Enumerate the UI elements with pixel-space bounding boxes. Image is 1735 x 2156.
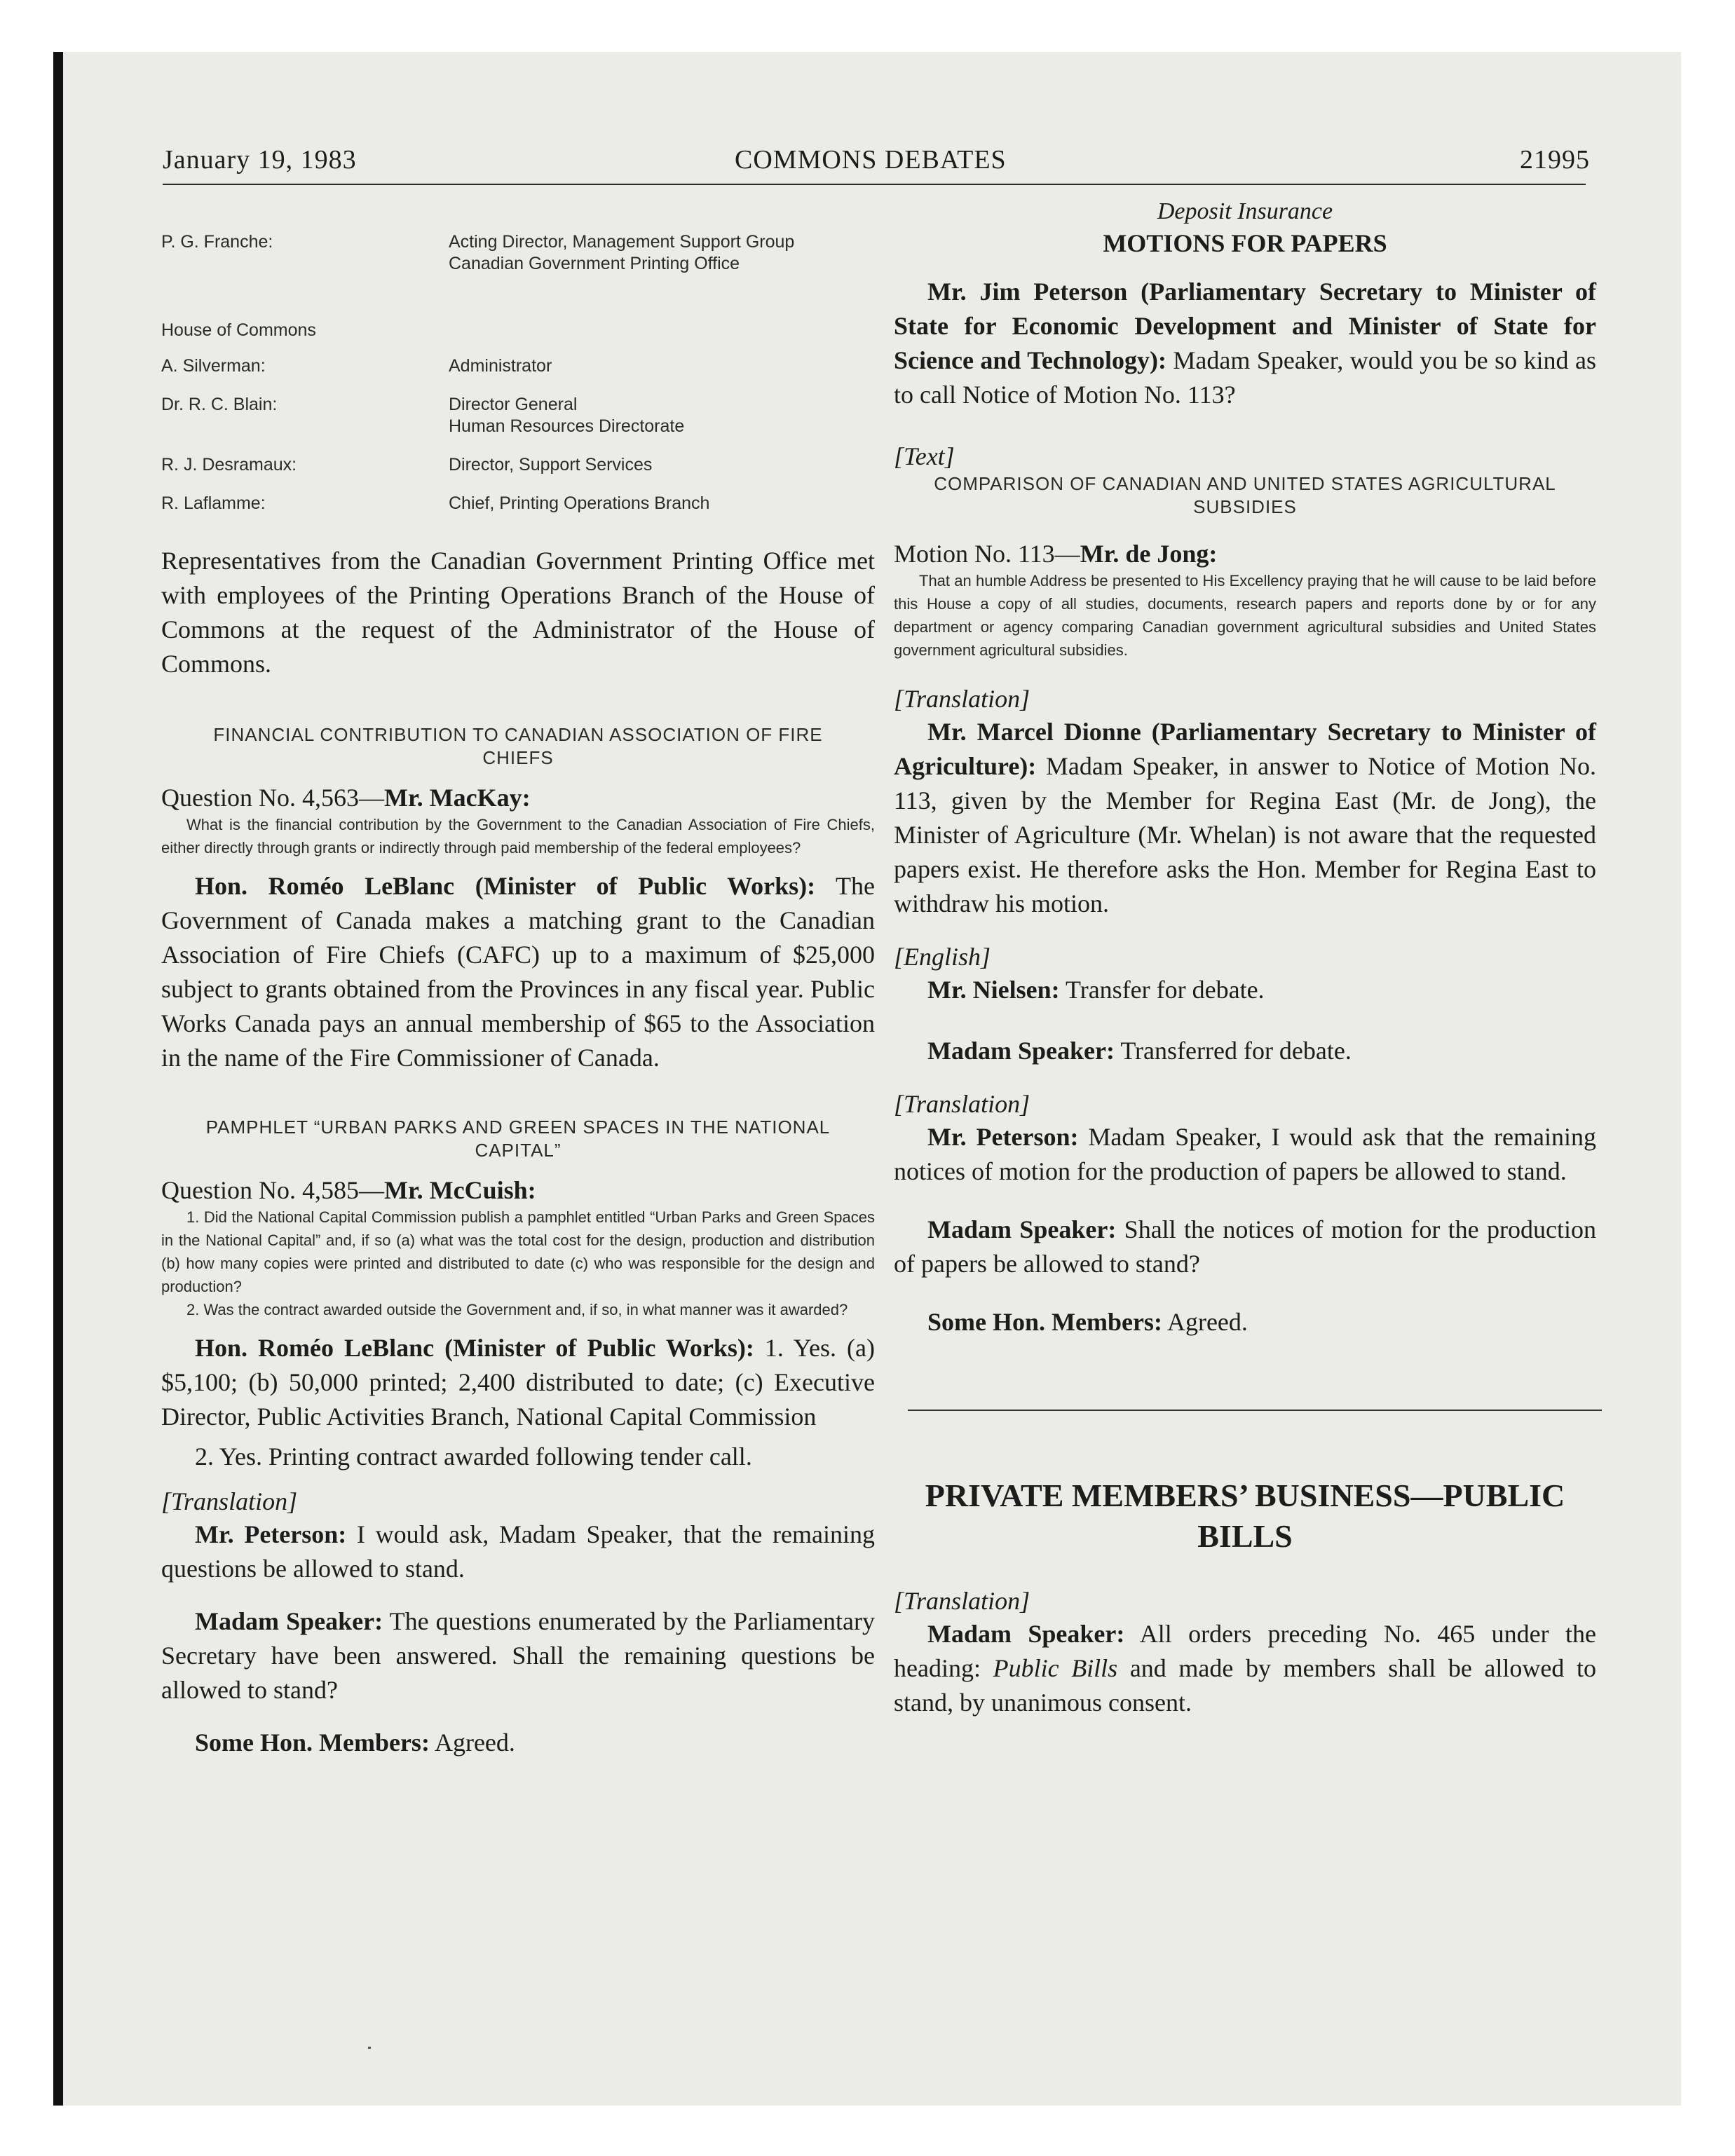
staff-name: Dr. R. C. Blain: — [161, 395, 278, 414]
translation-tag-1: [Translation] — [894, 685, 1030, 713]
right-column — [894, 196, 1596, 1720]
members-text-right: Agreed. — [1162, 1308, 1248, 1336]
staff-title: Acting Director, Management Support Group Canadian Government Printing Office — [449, 232, 795, 273]
q2-question-text-2: 2. Was the contract awarded outside the Government and, if so, in what manner was it awarded? — [186, 1301, 848, 1318]
subhead-caps: MOTIONS FOR PAPERS — [1103, 229, 1387, 257]
nielsen-text: Transfer for debate. — [1059, 976, 1265, 1004]
header-date: January 19, 1983 — [163, 145, 357, 175]
speaker-text: The questions enumerated by the Parliamentary Secretary have been answered. Shall the remaining questions be allowed to stand? — [161, 1607, 875, 1704]
staff-row — [161, 493, 875, 514]
staff-row — [161, 394, 875, 437]
right-body — [894, 196, 1596, 1720]
members-text: Agreed. — [429, 1728, 515, 1756]
staff-row — [161, 231, 875, 275]
motion-member: Mr. de Jong: — [1080, 540, 1218, 568]
q1-question-prefix: Question No. 4,563— — [161, 784, 384, 812]
speaker-statement-3 — [894, 1617, 1596, 1720]
speaker-label-1: Madam Speaker: — [927, 1037, 1115, 1065]
speaker-label: Madam Speaker: — [195, 1607, 383, 1635]
q2-answer-text: 1. Yes. (a) $5,100; (b) 50,000 printed; 2,400 distributed to date; (c) Executive Director, Public Activities Branch, National Capital Commission — [161, 1334, 875, 1431]
staff-row — [161, 454, 875, 476]
scan-speck — [368, 2047, 371, 2049]
q1-question-text: What is the financial contribution by the Government to the Canadian Association of Fire Chiefs, either directly through grants or indirectly through paid membership of the federal employees? — [161, 816, 875, 857]
q1-question-member: Mr. MacKay: — [384, 784, 531, 812]
members-response-right — [894, 1305, 1596, 1339]
q2-heading: PAMPHLET “URBAN PARKS AND GREEN SPACES IN THE NATIONAL CAPITAL” — [205, 1117, 831, 1161]
speaker-statement — [161, 1604, 875, 1707]
q1-question-line — [161, 782, 875, 813]
dionne-statement — [894, 715, 1596, 921]
staff-name: R. Laflamme: — [161, 493, 266, 513]
english-tag: [English] — [894, 943, 991, 971]
peterson-speaker: Mr. Peterson: — [195, 1520, 347, 1548]
members-response — [161, 1726, 875, 1760]
motion-prefix: Motion No. 113— — [894, 540, 1080, 568]
speaker-text-2: Shall the notices of motion for the production of papers be allowed to stand? — [894, 1215, 1596, 1278]
q2-question-prefix: Question No. 4,585— — [161, 1176, 384, 1204]
translation-tag-3: [Translation] — [894, 1587, 1030, 1615]
staff-title: Director, Support Services — [449, 455, 653, 475]
speaker-text-3b: and made by members shall be allowed to stand, by unanimous consent. — [894, 1654, 1597, 1717]
q2-question-text-1: 1. Did the National Capital Commission publish a pamphlet entitled “Urban Parks and Green Spaces in the National Capital” and, if so (a) what was the total cost for the design, production and distribution (b) how many copies were printed and distributed to date (c) who was responsible for the design and production? — [161, 1208, 875, 1295]
text-tag: [Text] — [894, 442, 955, 470]
staff-name: A. Silverman: — [161, 356, 266, 376]
jim-peterson-statement — [894, 275, 1596, 412]
dionne-text: Madam Speaker, in answer to Notice of Motion No. 113, given by the Member for Regina East (Mr. de Jong), the Minister of Agriculture (Mr. Whelan) is not aware that the requested papers exist. He therefore asks the Hon. Member for Regina East to withdraw his motion. — [894, 752, 1596, 917]
speaker-label-2: Madam Speaker: — [927, 1215, 1117, 1243]
jim-peterson-speaker: Mr. Jim Peterson (Parliamentary Secretary to Minister of State for Economic Development and Minister of State for Science and Technology): — [894, 278, 1596, 374]
motion-line — [894, 538, 1596, 569]
staff-title: Chief, Printing Operations Branch — [449, 493, 710, 513]
q2-answer-text-2: 2. Yes. Printing contract awarded following tender call. — [195, 1442, 752, 1471]
q2-answer — [161, 1331, 875, 1434]
staff-title: Director General Human Resources Directorate — [449, 395, 685, 436]
representatives-paragraph: Representatives from the Canadian Government Printing Office met with employees of the Printing Operations Branch of the House of Commons at the request of the Administrator of the House of Commons. — [161, 547, 875, 678]
q1-answer-text: The Government of Canada makes a matching grant to the Canadian Association of Fire Chiefs (CAFC) up to a maximum of $25,000 subject to grants obtained from the Provinces in any fiscal year. Public Works Canada pays an annual membership of $65 to the Association in the name of the Fire Commissioner of Canada. — [161, 872, 875, 1072]
staff-title: Administrator — [449, 356, 552, 376]
peterson-speaker-right: Mr. Peterson: — [927, 1123, 1079, 1151]
motion-text: That an humble Address be presented to His Excellency praying that he will cause to be laid before this House a copy of all studies, documents, research papers and reports done by or for any department or agency comparing Canadian government agricultural subsidies and United States government agricultural subsidies. — [894, 572, 1596, 659]
motion-heading: COMPARISON OF CANADIAN AND UNITED STATES AGRICULTURAL SUBSIDIES — [934, 473, 1556, 517]
staff-row — [161, 355, 875, 377]
members-label: Some Hon. Members: — [195, 1728, 430, 1756]
q1-answer-speaker: Hon. Roméo LeBlanc (Minister of Public Works): — [195, 872, 816, 900]
staff-section-label: House of Commons — [161, 320, 316, 340]
q2-question-line — [161, 1175, 875, 1206]
left-body — [161, 544, 875, 1760]
peterson-statement — [161, 1517, 875, 1586]
speaker-label-3: Madam Speaker: — [927, 1620, 1125, 1648]
q2-question-member: Mr. McCuish: — [384, 1176, 536, 1204]
dionne-speaker: Mr. Marcel Dionne (Parliamentary Secretary to Minister of Agriculture): — [894, 718, 1596, 780]
header-title: COMMONS DEBATES — [735, 145, 1007, 175]
speaker-text-1: Transferred for debate. — [1114, 1037, 1352, 1065]
nielsen-statement — [894, 973, 1596, 1007]
q1-heading: FINANCIAL CONTRIBUTION TO CANADIAN ASSOCIATION OF FIRE CHIEFS — [213, 724, 823, 768]
q1-answer — [161, 869, 875, 1075]
members-label-right: Some Hon. Members: — [927, 1308, 1162, 1336]
nielsen-speaker: Mr. Nielsen: — [927, 976, 1060, 1004]
left-column — [161, 231, 875, 1760]
header-page-number: 21995 — [1520, 145, 1590, 175]
translation-tag: [Translation] — [161, 1487, 298, 1515]
public-bills-italic: Public Bills — [993, 1654, 1118, 1682]
header-rule — [163, 184, 1586, 185]
staff-name: R. J. Desramaux: — [161, 455, 297, 475]
speaker-statement-1 — [894, 1034, 1596, 1068]
speaker-statement-2 — [894, 1213, 1596, 1281]
subhead-italic: Deposit Insurance — [1157, 198, 1333, 224]
staff-name: P. G. Franche: — [161, 232, 273, 252]
staff-table — [161, 231, 875, 514]
jim-peterson-text: Madam Speaker, would you be so kind as to call Notice of Motion No. 113? — [894, 346, 1596, 409]
bills-title: PRIVATE MEMBERS’ BUSINESS—PUBLIC BILLS — [925, 1478, 1565, 1554]
translation-tag-2: [Translation] — [894, 1090, 1030, 1118]
peterson-statement-right — [894, 1120, 1596, 1189]
binding-edge — [53, 52, 63, 2106]
speaker-text-3a: All orders preceding No. 465 under the heading: — [894, 1620, 1596, 1682]
q2-answer-speaker: Hon. Roméo LeBlanc (Minister of Public Works): — [195, 1334, 754, 1362]
peterson-text-right: Madam Speaker, I would ask that the remaining notices of motion for the production of papers be allowed to stand. — [894, 1123, 1596, 1185]
peterson-text: I would ask, Madam Speaker, that the remaining questions be allowed to stand. — [161, 1520, 875, 1583]
